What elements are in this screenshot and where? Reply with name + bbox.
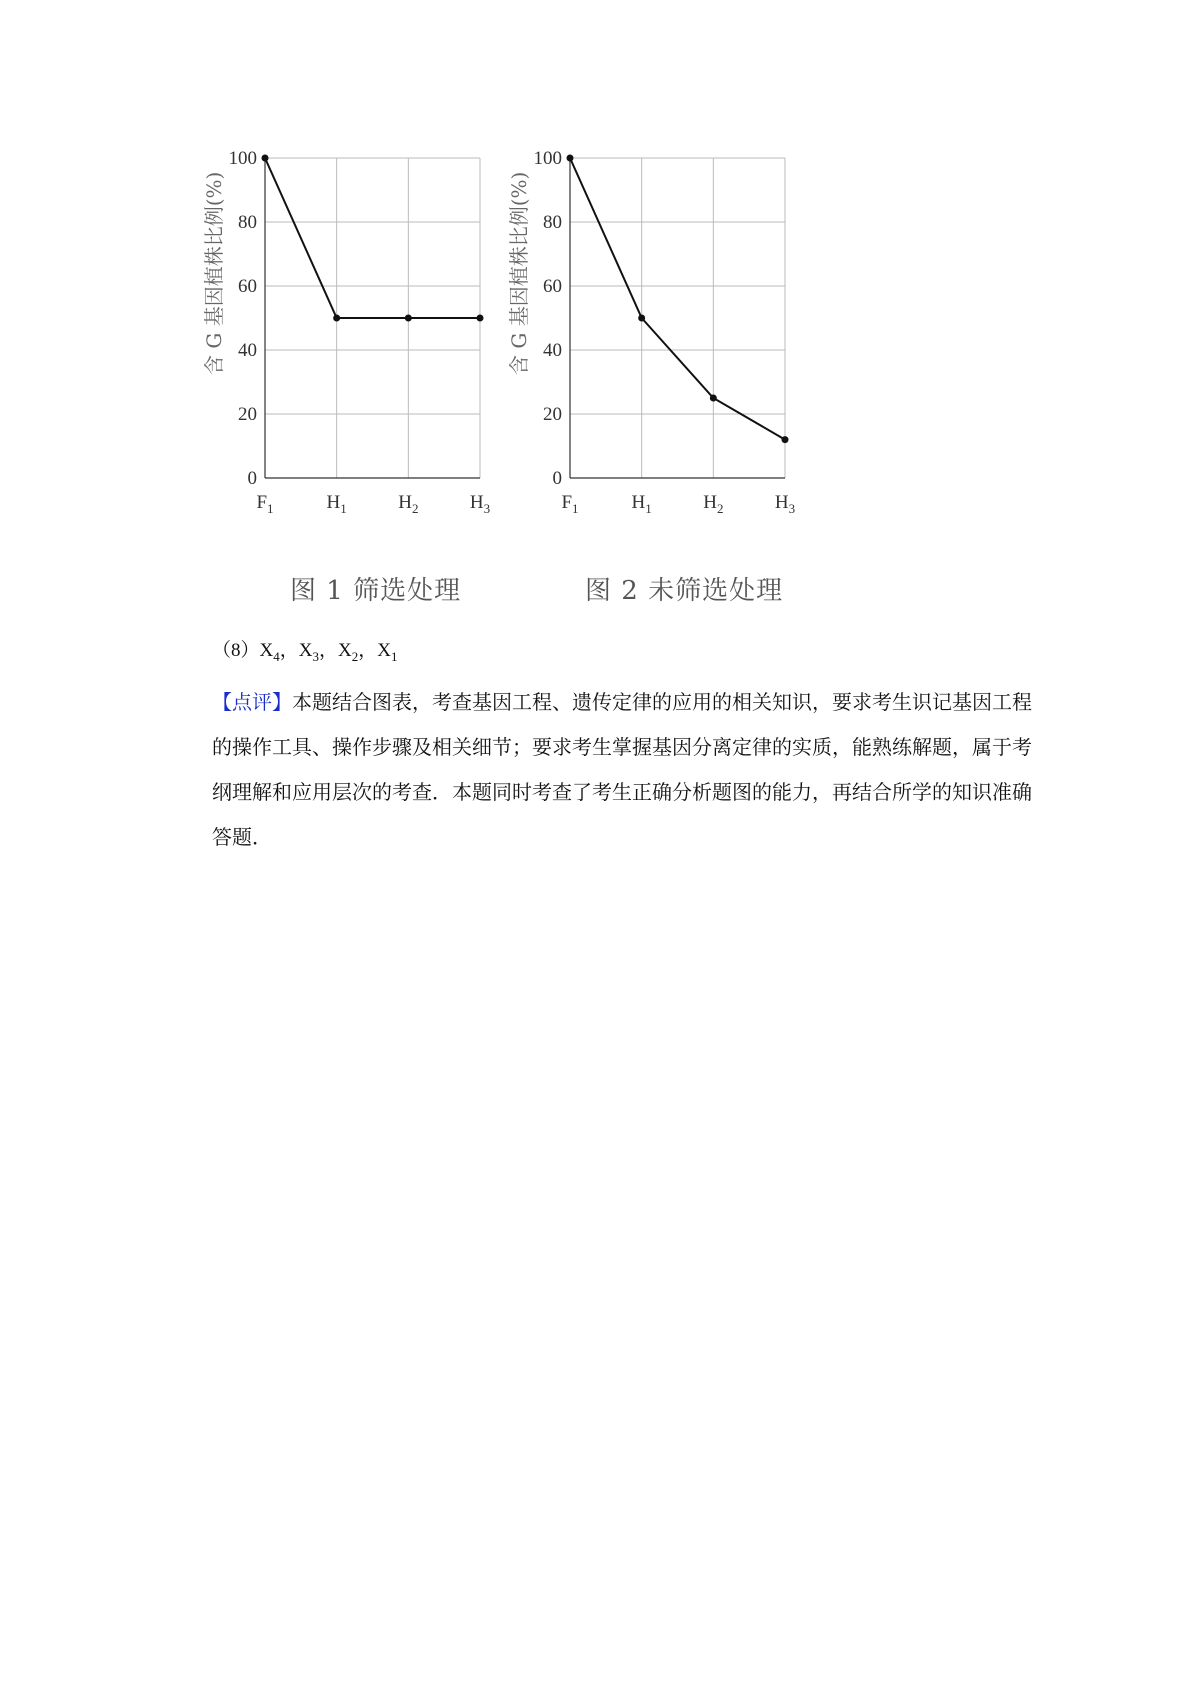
- x-tick-label: $F_1$: [561, 492, 579, 516]
- y-tick-label: 60: [238, 276, 257, 297]
- chart-svg: [495, 150, 835, 550]
- y-tick-label: 100: [228, 148, 257, 169]
- data-point: [333, 315, 340, 322]
- x-tick-label: $H_3$: [469, 492, 491, 516]
- y-tick-label: 0: [552, 468, 562, 489]
- data-point: [567, 155, 574, 162]
- x-tick-label: $F_1$: [256, 492, 274, 516]
- figure-caption: 图 1 筛选处理: [290, 576, 462, 606]
- y-tick-label: 80: [543, 212, 562, 233]
- y-tick-label: 100: [533, 148, 562, 169]
- y-axis-label: 含 G 基因植株比例(%): [507, 171, 531, 375]
- chart-svg: [190, 150, 530, 550]
- answer-item: $X_4$: [259, 640, 280, 664]
- answer-prefix: （8）: [212, 640, 260, 661]
- answer-separator: ，: [358, 640, 378, 661]
- data-point: [638, 315, 645, 322]
- data-point: [477, 315, 484, 322]
- figure-caption: 图 2 未筛选处理: [585, 576, 784, 606]
- y-tick-label: 0: [247, 468, 257, 489]
- figure-charts: [190, 150, 890, 620]
- data-point: [710, 395, 717, 402]
- y-tick-label: 40: [543, 340, 562, 361]
- answer-item: $X_1$: [377, 640, 398, 664]
- y-axis-label: 含 G 基因植株比例(%): [202, 171, 226, 375]
- data-point: [782, 436, 789, 443]
- answer-item: $X_3$: [298, 640, 319, 664]
- data-point: [262, 155, 269, 162]
- answer-item: $X_2$: [338, 640, 359, 664]
- answer-line: [212, 635, 398, 665]
- comment-tag: 【点评】: [212, 690, 292, 714]
- x-tick-label: $H_3$: [774, 492, 796, 516]
- comment-text: 本题结合图表，考查基因工程、遗传定律的应用的相关知识，要求考生识记基因工程的操作工具、操作步骤及相关细节；要求考生掌握基因分离定律的实质，能熟练解题，属于考纲理解和应用层次的考查．本题同时考查了考生正确分析题图的能力，再结合所学的知识准确答题．: [212, 690, 1032, 849]
- x-tick-label: $H_1$: [631, 492, 652, 516]
- y-tick-label: 20: [238, 404, 257, 425]
- comment-paragraph: [212, 680, 1032, 860]
- y-tick-label: 80: [238, 212, 257, 233]
- y-tick-label: 40: [238, 340, 257, 361]
- x-tick-label: $H_2$: [703, 492, 724, 516]
- chart-screening: [190, 150, 530, 620]
- answer-separator: ，: [319, 640, 339, 661]
- series-line: [570, 158, 785, 440]
- y-tick-label: 60: [543, 276, 562, 297]
- x-tick-label: $H_2$: [398, 492, 419, 516]
- x-tick-label: $H_1$: [326, 492, 347, 516]
- data-point: [405, 315, 412, 322]
- y-tick-label: 20: [543, 404, 562, 425]
- series-line: [265, 158, 480, 318]
- answer-separator: ，: [279, 640, 299, 661]
- chart-no-screening: [495, 150, 835, 620]
